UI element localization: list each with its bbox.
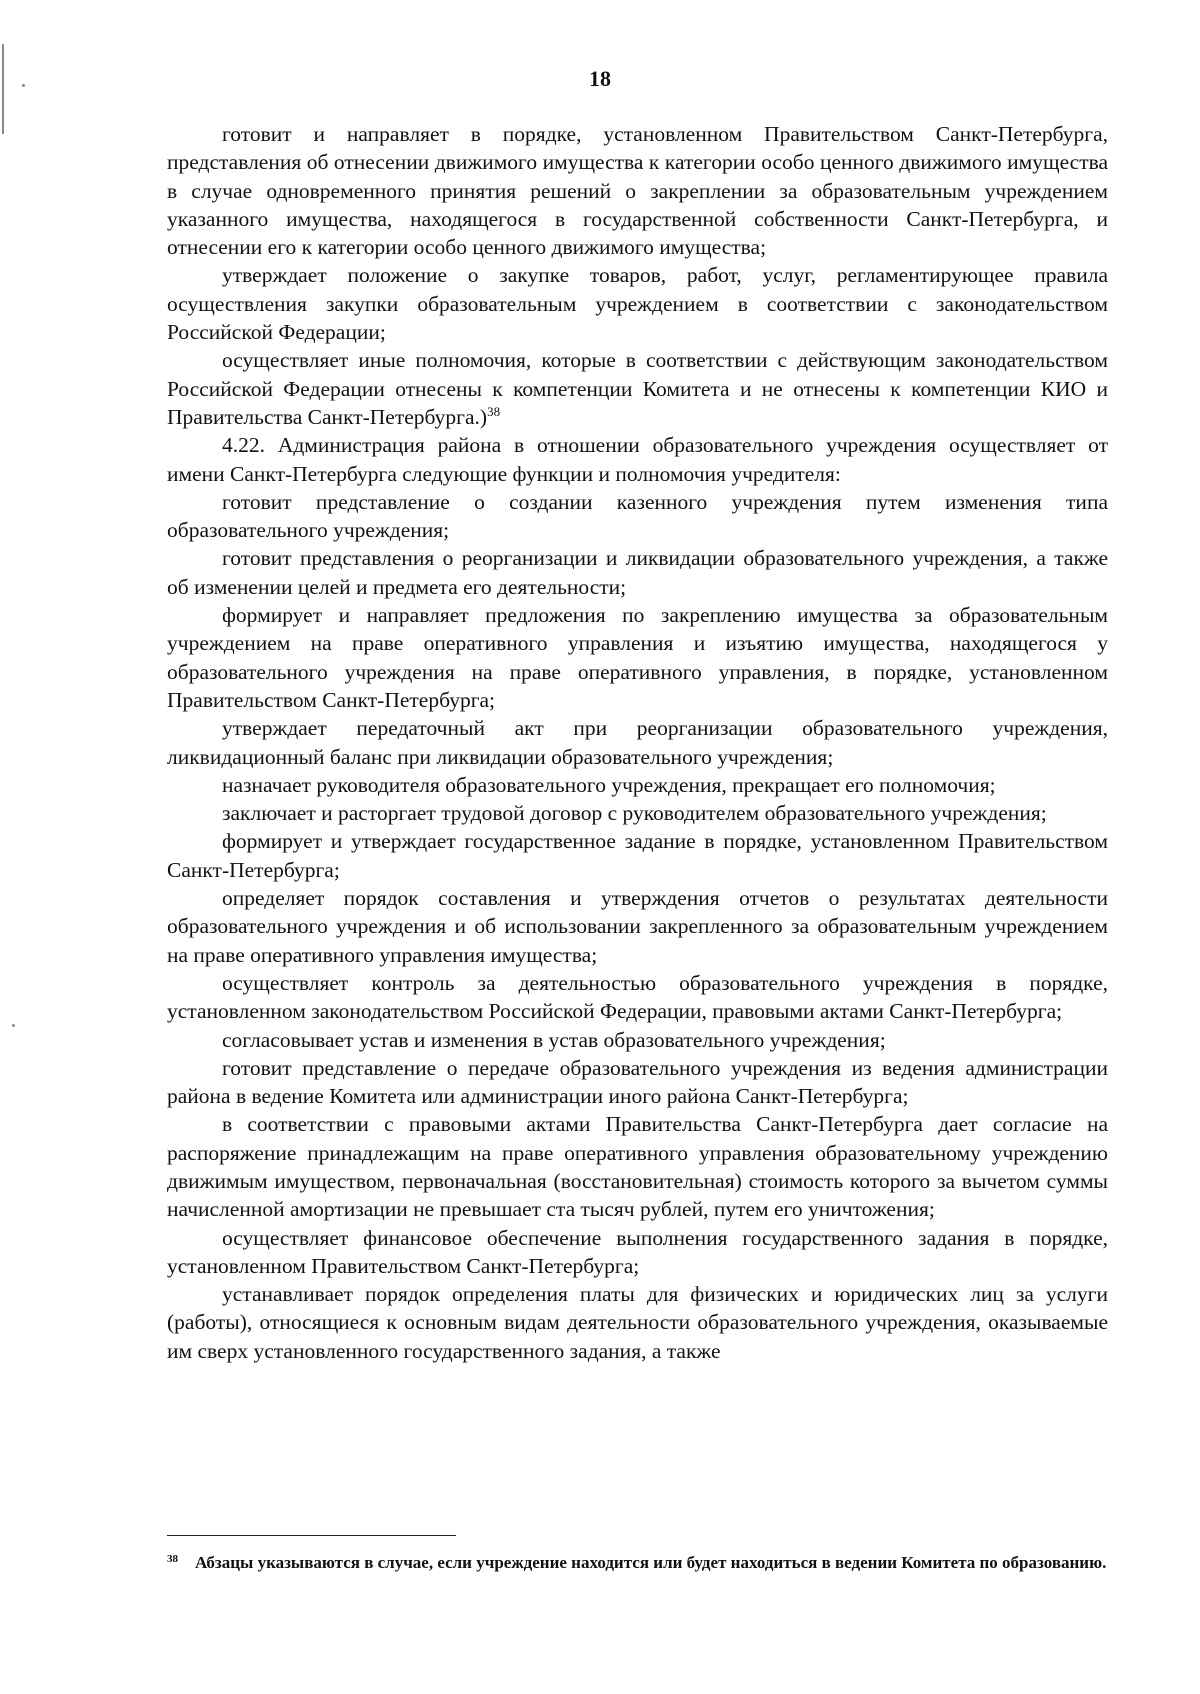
page-number: 18 [589,66,611,91]
footnote-text: Абзацы указываются в случае, если учреждение находится или будет находиться в ведении Комитета по образованию. [195,1553,1107,1572]
paragraph: утверждает положение о закупке товаров, работ, услуг, регламентирующее правила осуществления закупки образовательным учреждением в соответствии с законодательством Российской Федерации; [167,263,1108,345]
paragraph: готовит и направляет в порядке, установленном Правительством Санкт-Петербурга, представления об отнесении движимого имущества к категории особо ценного движимого имущества в случае одновременного принятия решений о закреплении за образовательным учреждением указанного имущества, находящегося в государственной собственности Санкт-Петербурга, и отнесении его к категории особо ценного движимого имущества; [167,122,1108,260]
paragraph: осуществляет финансовое обеспечение выполнения государственного задания в порядке, установленном Правительством Санкт-Петербурга; [167,1225,1108,1278]
paragraph: утверждает передаточный акт при реорганизации образовательного учреждения, ликвидационный баланс при ликвидации образовательного учреждения; [167,716,1108,769]
paragraph: назначает руководителя образовательного учреждения, прекращает его полномочия; [222,772,996,797]
paragraph: готовит представление о передаче образовательного учреждения из ведения администрации района в ведение Комитета или администрации иного района Санкт-Петербурга; [167,1055,1108,1109]
document-body [167,120,1108,1365]
scan-artifact [12,1024,15,1027]
footnote-number: 38 [167,1553,178,1565]
footnote-reference[interactable]: 38 [487,403,501,419]
paragraph: определяет порядок составления и утверждения отчетов о результатах деятельности образовательного учреждения и об использовании закрепленного за образовательным учреждением на праве оперативного управления имущества; [167,886,1108,967]
paragraph [167,346,1108,431]
paragraph: формирует и направляет предложения по закреплению имущества за образовательным учреждением на праве оперативного управления и изъятию имущества, находящегося у образовательного учреждения на праве оперативного управления, в порядке, установленном Правительством Санкт-Петербурга; [167,603,1108,712]
footnote [167,1551,1108,1575]
footnote-divider [167,1535,456,1536]
paragraph: устанавливает порядок определения платы для физических и юридических лиц за услуги (работы), относящиеся к основным видам деятельности образовательного учреждения, оказываемые им сверх установленного государственного задания, а также [167,1282,1108,1363]
paragraph: заключает и расторгает трудовой договор с руководителем образовательного учреждения; [222,801,1047,826]
paragraph: осуществляет контроль за деятельностью образовательного учреждения в порядке, установленном законодательством Российской Федерации, правовыми актами Санкт-Петербурга; [167,970,1108,1024]
paragraph: в соответствии с правовыми актами Правительства Санкт-Петербурга дает согласие на распоряжение принадлежащим на праве оперативного управления образовательному учреждению движимым имуществом, первоначальная (восстановительная) стоимость которого за вычетом суммы начисленной амортизации не превышает ста тысяч рублей, путем его уничтожения; [167,1112,1108,1222]
paragraph-text: осуществляет иные полномочия, которые в соответствии с действующим законодательством Российской Федерации отнесены к компетенции Комитета и не отнесены к компетенции КИО и Правительства Санкт-Петербурга.) [167,348,1108,429]
paragraph: согласовывает устав и изменения в устав образовательного учреждения; [222,1027,886,1052]
section-heading-paragraph: 4.22. Администрация района в отношении образовательного учреждения осуществляет от имени Санкт-Петербурга следующие функции и полномочия учредителя: [167,433,1108,486]
paragraph: формирует и утверждает государственное задание в порядке, установленном Правительством Санкт-Петербурга; [167,829,1108,882]
paragraph: готовит представления о реорганизации и ликвидации образовательного учреждения, а также об изменении целей и предмета его деятельности; [167,546,1108,599]
paragraph: готовит представление о создании казенного учреждения путем изменения типа образовательного учреждения; [167,489,1108,543]
